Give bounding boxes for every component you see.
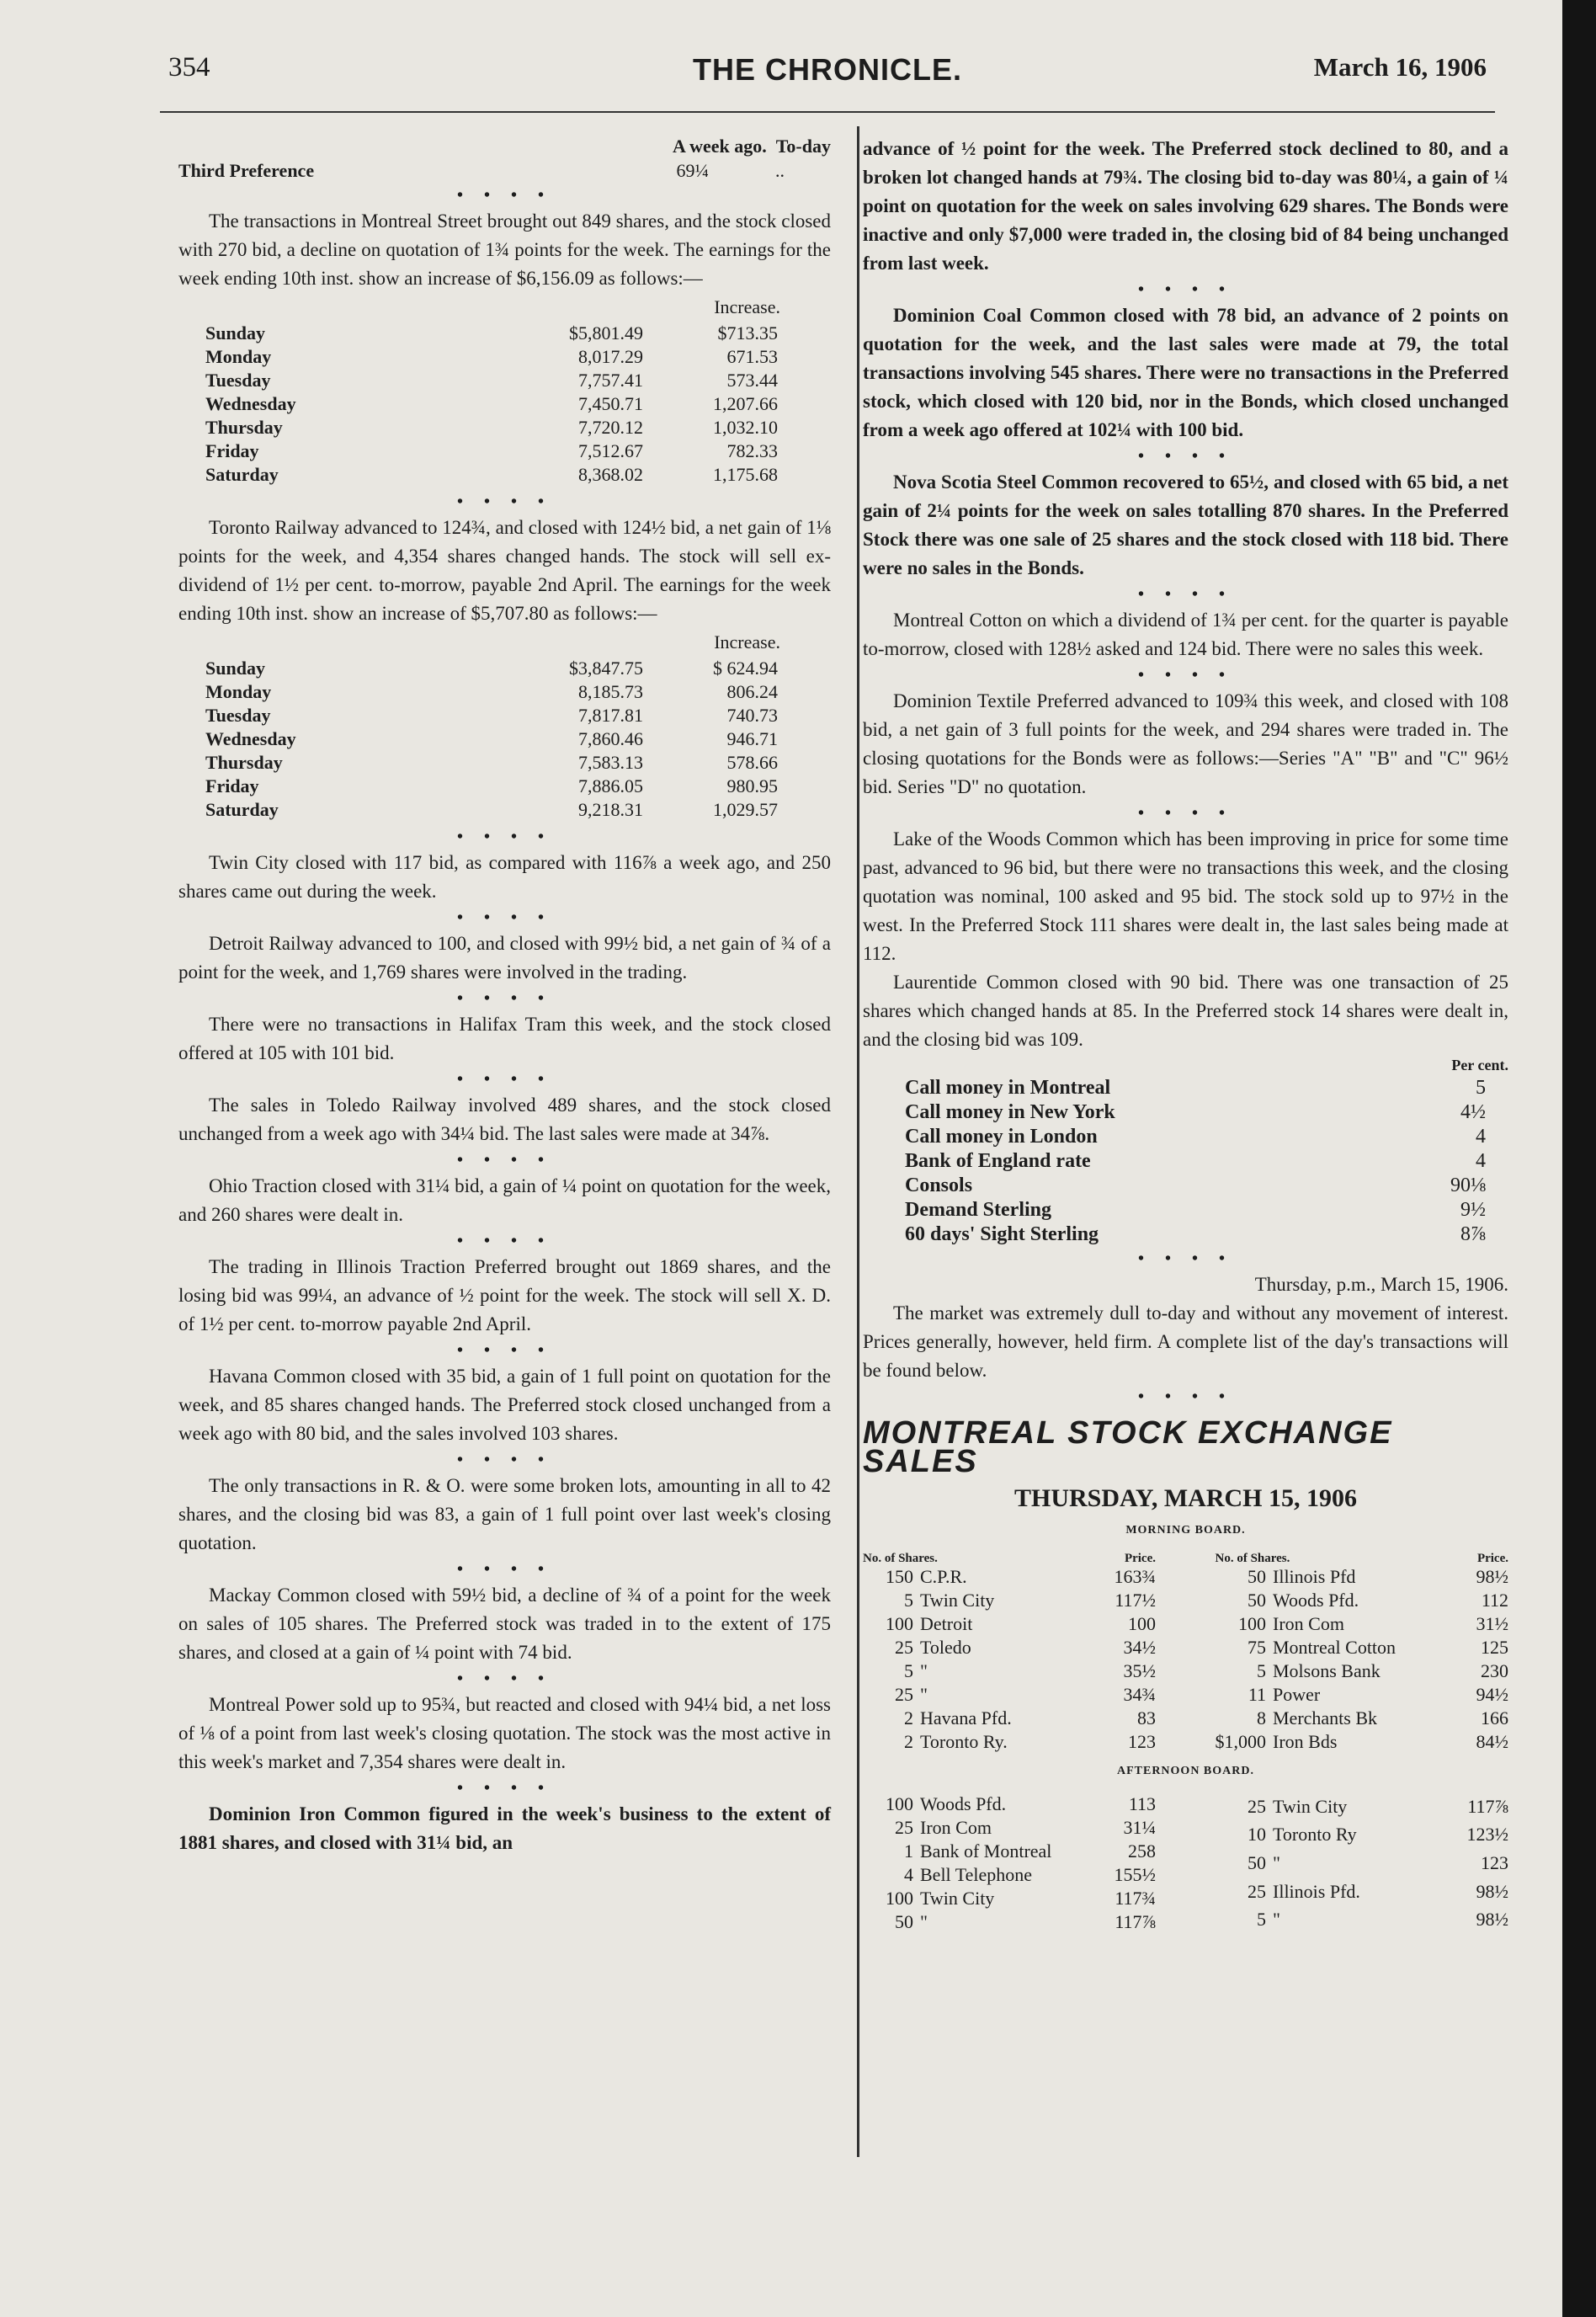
sales-row xyxy=(1216,1905,1508,1934)
scan-edge xyxy=(1562,0,1596,2317)
earnings-day: Saturday xyxy=(205,799,279,820)
sales-shares: $1,000 xyxy=(1215,1731,1266,1752)
right-column xyxy=(863,135,1508,1934)
earnings-row xyxy=(205,392,778,416)
sales-row xyxy=(863,1730,1156,1754)
sales-shares: 100 xyxy=(886,1793,913,1814)
sales-price: 117⅞ xyxy=(1467,1795,1508,1817)
sales-shares: 25 xyxy=(895,1817,913,1838)
sales-stock-name: Havana Pfd. xyxy=(920,1707,1012,1728)
earnings-amount: 7,757.41 xyxy=(578,370,643,391)
rate-value: 8⅞ xyxy=(1460,1223,1486,1245)
sales-stock-name: Detroit xyxy=(920,1613,973,1634)
earnings-increase: 573.44 xyxy=(726,370,778,391)
sales-price: 94½ xyxy=(1476,1684,1508,1705)
earnings-increase: $713.35 xyxy=(717,322,778,344)
sales-row xyxy=(863,1887,1156,1910)
rate-value: 4 xyxy=(1476,1126,1486,1148)
sales-row xyxy=(863,1792,1156,1816)
paragraph-halifax: There were no transactions in Halifax Tram this week, and the stock closed offered at 105 with 101 bid. xyxy=(178,1014,831,1063)
sales-stock-name: Woods Pfd. xyxy=(920,1793,1007,1814)
sales-price: 113 xyxy=(1128,1793,1156,1814)
paragraph-toledo: The sales in Toledo Railway involved 489 shares, and the stock closed unchanged from a week ago with 34¼ bid. The last sales were made at 34⅞. xyxy=(178,1095,831,1144)
sales-stock-name: Iron Bds xyxy=(1273,1731,1338,1752)
sales-row xyxy=(863,1612,1156,1636)
sales-shares: 2 xyxy=(904,1731,913,1752)
sales-row xyxy=(1216,1659,1509,1683)
earnings-increase: 1,207.66 xyxy=(713,393,778,414)
section-separator: • • • • xyxy=(456,1151,552,1169)
earnings-day: Tuesday xyxy=(205,705,271,726)
increase-heading: Increase. xyxy=(714,296,780,317)
sales-price: 35½ xyxy=(1123,1660,1156,1681)
earnings-row xyxy=(205,657,778,680)
sales-shares: 100 xyxy=(886,1888,913,1909)
earnings-increase: 980.95 xyxy=(726,775,778,796)
rate-row xyxy=(905,1100,1486,1125)
paragraph-dominion-iron-continued: advance of ½ point for the week. The Preferred stock declined to 80, and a broken lot changed hands at 79¾. The closing bid to-day was 80¼, a gain of ¼ point on quotation for the week on sales involving 629 shares. The Bonds were inactive and only $7,000 were traded in, the closing bid of 84 being unchanged from last week. xyxy=(863,138,1508,274)
sales-price: 98½ xyxy=(1476,1566,1508,1587)
sales-stock-name: Montreal Cotton xyxy=(1273,1637,1396,1658)
section-separator: • • • • xyxy=(1137,804,1233,823)
earnings-amount: 7,512.67 xyxy=(578,440,643,461)
section-separator: • • • • xyxy=(456,1779,552,1798)
page-number: 354 xyxy=(168,52,210,83)
earnings-amount: 8,368.02 xyxy=(578,464,643,485)
earnings-day: Tuesday xyxy=(205,370,271,391)
paragraph-toronto-railway: Toronto Railway advanced to 124¾, and closed with 124½ bid, a net gain of 1⅛ points for the week, and 4,354 shares changed hands. The stock will sell ex-dividend of 1½ per cent. to-morrow, payable 2nd April. The earnings for the week ending 10th inst. show an increase of $5,707.80 as follows:— xyxy=(178,517,831,624)
sales-row xyxy=(863,1910,1156,1934)
sales-row xyxy=(863,1816,1156,1840)
sales-shares: 25 xyxy=(1248,1880,1266,1902)
rate-label: Call money in New York xyxy=(905,1101,1115,1123)
earnings-increase: 806.24 xyxy=(726,681,778,702)
paragraph-laurentide: Laurentide Common closed with 90 bid. There was one transaction of 25 shares which changed hands at 85. In the Preferred stock 14 shares were dealt in, and the closing bid was 109. xyxy=(863,972,1508,1050)
earnings-day: Sunday xyxy=(205,322,265,344)
earnings-day: Friday xyxy=(205,440,259,461)
sales-row xyxy=(863,1683,1156,1707)
paragraph-montreal-power: Montreal Power sold up to 95¾, but reacted and closed with 94¼ bid, a net loss of ⅛ of a point from last week's closing quotation. The stock was the most active in this week's market and 7,354 shares were dealt in. xyxy=(178,1694,831,1772)
sales-shares: 50 xyxy=(1248,1566,1266,1587)
earnings-amount: 7,583.13 xyxy=(578,752,643,773)
earnings-increase: 671.53 xyxy=(726,346,778,367)
earnings-amount: $3,847.75 xyxy=(569,658,643,679)
earnings-increase: 782.33 xyxy=(726,440,778,461)
earnings-amount: 7,720.12 xyxy=(578,417,643,438)
sales-stock-name: Bank of Montreal xyxy=(920,1840,1052,1862)
section-separator: • • • • xyxy=(1137,280,1233,299)
sales-price: 31¼ xyxy=(1123,1817,1156,1838)
sales-stock-name: " xyxy=(1273,1851,1280,1873)
earnings-amount: 9,218.31 xyxy=(578,799,643,820)
sales-price: 112 xyxy=(1481,1590,1508,1611)
sales-shares: 25 xyxy=(1248,1795,1266,1817)
paragraph-ohio: Ohio Traction closed with 31¼ bid, a gain of ¼ point on quotation for the week, and 260 shares were dealt in. xyxy=(178,1175,831,1225)
earnings-increase: 946.71 xyxy=(726,728,778,749)
section-separator: • • • • xyxy=(1137,1388,1233,1406)
sales-shares: 25 xyxy=(895,1684,913,1705)
section-separator: • • • • xyxy=(456,1560,552,1579)
earnings-row xyxy=(205,798,778,822)
sales-subtitle: THURSDAY, MARCH 15, 1906 xyxy=(1014,1484,1357,1512)
sales-price: 117⅞ xyxy=(1115,1911,1156,1932)
sales-row xyxy=(863,1863,1156,1887)
sales-shares: 75 xyxy=(1248,1637,1266,1658)
sales-price: 100 xyxy=(1128,1613,1156,1634)
paragraph-detroit: Detroit Railway advanced to 100, and closed with 99½ bid, a net gain of ¾ of a point for the week, and 1,769 shares were involved in the trading. xyxy=(178,933,831,983)
rate-label: Call money in London xyxy=(905,1126,1098,1148)
sales-stock-name: Illinois Pfd. xyxy=(1273,1880,1360,1902)
sales-price: 155½ xyxy=(1114,1864,1156,1885)
rate-value: 4½ xyxy=(1460,1101,1486,1123)
sales-shares: 8 xyxy=(1257,1707,1266,1728)
morning-board-heading: MORNING BOARD. xyxy=(1125,1524,1246,1537)
sales-stock-name: C.P.R. xyxy=(920,1566,967,1587)
sales-row xyxy=(1216,1565,1509,1589)
earnings-amount: 8,017.29 xyxy=(578,346,643,367)
third-pref-today: .. xyxy=(775,160,785,181)
paragraph-twin-city: Twin City closed with 117 bid, as compared with 116⅞ a week ago, and 250 shares came out during the week. xyxy=(178,852,831,902)
dateline: Thursday, p.m., March 15, 1906. xyxy=(1254,1274,1508,1295)
rate-row xyxy=(905,1174,1486,1198)
paragraph-mackay: Mackay Common closed with 59½ bid, a decline of ¾ of a point for the week on sales of 105 shares. The Preferred stock was traded in to the extent of 175 shares, and closed at a gain of ¼ point with 74 bid. xyxy=(178,1585,831,1663)
section-separator: • • • • xyxy=(456,1232,552,1250)
paragraph-dominion-textile: Dominion Textile Preferred advanced to 109¾ this week, and closed with 108 bid, a net gain of 3 full points for the week, and 294 shares were traded in. The closing quotations for the Bonds were as follows:—Series "A" "B" and "C" 96½ bid. Series "D" no quotation. xyxy=(863,690,1508,797)
sales-shares: 100 xyxy=(1238,1613,1266,1634)
earnings-row xyxy=(205,439,778,463)
paragraph-montreal-street: The transactions in Montreal Street brought out 849 shares, and the stock closed with 270 bid, a decline on quotation of 1¾ points for the week. The earnings for the week ending 10th inst. show an increase of $6,156.09 as follows:— xyxy=(178,210,831,289)
sales-shares: 50 xyxy=(1248,1590,1266,1611)
earnings-day: Wednesday xyxy=(205,393,296,414)
morning-sales-grid xyxy=(863,1552,1508,1754)
sales-shares: 150 xyxy=(886,1566,913,1587)
sales-price: 34¾ xyxy=(1123,1684,1156,1705)
section-separator: • • • • xyxy=(1137,585,1233,604)
sales-shares: 25 xyxy=(895,1637,913,1658)
afternoon-sales-right xyxy=(1216,1792,1508,1934)
section-separator: • • • • xyxy=(456,493,552,511)
sales-stock-name: " xyxy=(920,1660,928,1681)
sales-row xyxy=(863,1840,1156,1863)
earnings-day: Thursday xyxy=(205,417,283,438)
section-separator: • • • • xyxy=(456,186,552,205)
earnings-row xyxy=(205,680,778,704)
paragraph-dominion-iron: Dominion Iron Common figured in the week's business to the extent of 1881 shares, and closed with 31¼ bid, an xyxy=(178,1803,831,1853)
sales-row xyxy=(1216,1849,1508,1878)
rate-value: 5 xyxy=(1476,1077,1486,1099)
paragraph-market-summary: The market was extremely dull to-day and without any movement of interest. Prices generally, however, held firm. A complete list of the day's transactions will be found below. xyxy=(863,1302,1508,1381)
sales-stock-name: Toronto Ry. xyxy=(920,1731,1008,1752)
earnings-amount: 7,450.71 xyxy=(578,393,643,414)
paragraph-r-and-o: The only transactions in R. & O. were some broken lots, amounting in all to 42 shares, and the closing bid was 83, a gain of 1 full point over last week's closing quotation. xyxy=(178,1475,831,1553)
sales-shares: 50 xyxy=(895,1911,913,1932)
issue-date: March 16, 1906 xyxy=(1313,52,1487,82)
sales-shares: 5 xyxy=(1257,1660,1266,1681)
rate-row xyxy=(905,1125,1486,1149)
rate-row xyxy=(905,1198,1486,1222)
rate-row xyxy=(905,1149,1486,1174)
earnings-day: Monday xyxy=(205,346,272,367)
earnings-row xyxy=(205,751,778,775)
sales-price: 163¾ xyxy=(1114,1566,1156,1587)
sales-row xyxy=(863,1636,1156,1659)
earnings-amount: 7,860.46 xyxy=(578,728,643,749)
earnings-increase: $ 624.94 xyxy=(713,658,778,679)
earnings-amount: 8,185.73 xyxy=(578,681,643,702)
afternoon-sales-grid xyxy=(863,1792,1508,1934)
earnings-day: Wednesday xyxy=(205,728,296,749)
sales-shares: 11 xyxy=(1248,1684,1266,1705)
rate-label: 60 days' Sight Sterling xyxy=(905,1223,1099,1245)
sales-price: 34½ xyxy=(1123,1637,1156,1658)
sales-shares: 4 xyxy=(904,1864,913,1885)
sales-row xyxy=(1216,1730,1509,1754)
rate-label: Bank of England rate xyxy=(905,1150,1091,1172)
earnings-day: Sunday xyxy=(205,658,265,679)
sales-row xyxy=(1216,1612,1509,1636)
earnings-row xyxy=(205,727,778,751)
earnings-increase: 578.66 xyxy=(726,752,778,773)
rate-value: 90⅛ xyxy=(1450,1174,1486,1196)
earnings-table-toronto-railway xyxy=(205,657,778,822)
earnings-row xyxy=(205,463,778,487)
publication-title: THE CHRONICLE. xyxy=(693,52,962,87)
sales-row xyxy=(863,1589,1156,1612)
paragraph-nova-scotia-steel: Nova Scotia Steel Common recovered to 65½, and closed with 65 bid, a net gain of 2¼ points for the week on sales totalling 870 shares. In the Preferred Stock there was one sale of 25 shares and the stock closed with 118 bid. There were no sales in the Bonds. xyxy=(863,471,1508,578)
rate-value: 4 xyxy=(1476,1150,1486,1172)
section-separator: • • • • xyxy=(456,1341,552,1360)
sales-stock-name: Bell Telephone xyxy=(920,1864,1033,1885)
sales-shares: 5 xyxy=(904,1590,913,1611)
sales-shares: 5 xyxy=(904,1660,913,1681)
price-col-header: Price. xyxy=(1476,1552,1508,1565)
paragraph-havana: Havana Common closed with 35 bid, a gain of 1 full point on quotation for the week, and 85 shares changed hands. The Preferred stock closed unchanged from a week ago with 80 bid, and the sales involved 103 shares. xyxy=(178,1366,831,1444)
sales-row xyxy=(1216,1636,1509,1659)
sales-row xyxy=(1216,1683,1509,1707)
sales-row xyxy=(863,1565,1156,1589)
sales-price: 117½ xyxy=(1115,1590,1156,1611)
earnings-row xyxy=(205,416,778,439)
rate-label: Demand Sterling xyxy=(905,1199,1051,1221)
sales-stock-name: Illinois Pfd xyxy=(1273,1566,1356,1587)
rate-label: Call money in Montreal xyxy=(905,1077,1111,1099)
earnings-amount: $5,801.49 xyxy=(569,322,643,344)
section-separator: • • • • xyxy=(1137,1249,1233,1268)
sales-row xyxy=(863,1659,1156,1683)
earnings-amount: 7,886.05 xyxy=(578,775,643,796)
morning-sales-right xyxy=(1216,1552,1509,1754)
sales-row xyxy=(863,1707,1156,1730)
sales-row xyxy=(1216,1589,1509,1612)
page-header xyxy=(168,52,1487,94)
sales-stock-name: Twin City xyxy=(1273,1795,1348,1817)
sales-stock-name: Molsons Bank xyxy=(1273,1660,1381,1681)
header-rule xyxy=(160,111,1495,113)
sales-price: 258 xyxy=(1128,1840,1156,1862)
earnings-row xyxy=(205,345,778,369)
paragraph-illinois: The trading in Illinois Traction Preferred brought out 1869 shares, and the losing bid was 99¼, an advance of ½ point for the week. The stock will sell X. D. of 1½ per cent. to-morrow payable 2nd April. xyxy=(178,1256,831,1334)
sales-stock-name: Iron Com xyxy=(920,1817,992,1838)
sales-stock-name: Power xyxy=(1273,1684,1321,1705)
sales-price: 98½ xyxy=(1476,1909,1508,1931)
rate-row xyxy=(905,1222,1486,1247)
earnings-increase: 1,175.68 xyxy=(713,464,778,485)
column-divider xyxy=(857,126,859,2157)
per-cent-heading: Per cent. xyxy=(1451,1057,1508,1073)
sales-shares: 1 xyxy=(904,1840,913,1862)
earnings-day: Saturday xyxy=(205,464,279,485)
rate-label: Consols xyxy=(905,1174,973,1196)
section-separator: • • • • xyxy=(456,1070,552,1089)
sales-shares: 10 xyxy=(1248,1824,1266,1846)
sales-stock-name: " xyxy=(920,1911,928,1932)
section-separator: • • • • xyxy=(1137,666,1233,684)
afternoon-sales-left xyxy=(863,1792,1156,1934)
sales-row xyxy=(1216,1821,1508,1850)
sales-shares: 50 xyxy=(1248,1851,1266,1873)
section-separator: • • • • xyxy=(456,1451,552,1469)
sales-price: 125 xyxy=(1481,1637,1508,1658)
sales-stock-name: " xyxy=(1273,1909,1280,1931)
sales-price: 83 xyxy=(1137,1707,1156,1728)
third-pref-value: 69¼ xyxy=(676,160,709,181)
earnings-day: Monday xyxy=(205,681,272,702)
earnings-amount: 7,817.81 xyxy=(578,705,643,726)
rate-value: 9½ xyxy=(1460,1199,1486,1221)
sales-shares: 5 xyxy=(1257,1909,1266,1931)
earnings-row xyxy=(205,704,778,727)
section-separator: • • • • xyxy=(456,989,552,1008)
shares-col-header: No. of Shares. xyxy=(863,1552,938,1565)
sales-stock-name: Twin City xyxy=(920,1590,995,1611)
earnings-row xyxy=(205,775,778,798)
sales-row xyxy=(1216,1707,1509,1730)
sales-price: 31½ xyxy=(1476,1613,1508,1634)
section-separator: • • • • xyxy=(1137,447,1233,466)
shares-col-header: No. of Shares. xyxy=(1215,1552,1290,1565)
earnings-row xyxy=(205,322,778,345)
earnings-table-montreal-street xyxy=(205,322,778,487)
sales-shares: 100 xyxy=(886,1613,913,1634)
section-separator: • • • • xyxy=(456,1670,552,1688)
sales-price: 123 xyxy=(1128,1731,1156,1752)
sales-price: 123 xyxy=(1481,1851,1508,1873)
today-heading: To-day xyxy=(775,136,831,157)
price-col-header: Price. xyxy=(1124,1552,1156,1565)
sales-price: 166 xyxy=(1481,1707,1508,1728)
sales-stock-name: Toledo xyxy=(920,1637,971,1658)
earnings-row xyxy=(205,369,778,392)
sales-price: 84½ xyxy=(1476,1731,1508,1752)
earnings-day: Friday xyxy=(205,775,259,796)
week-ago-heading: A week ago. xyxy=(672,136,767,157)
sales-row xyxy=(1216,1878,1508,1906)
rate-row xyxy=(905,1076,1486,1100)
earnings-increase: 1,032.10 xyxy=(713,417,778,438)
sales-shares: 2 xyxy=(904,1707,913,1728)
third-pref-label: Third Preference xyxy=(178,160,315,181)
afternoon-board-heading: AFTERNOON BOARD. xyxy=(1116,1765,1254,1777)
left-column xyxy=(178,135,831,1857)
sales-price: 230 xyxy=(1481,1660,1508,1681)
third-pref-head xyxy=(178,135,831,158)
sales-stock-name: " xyxy=(920,1684,928,1705)
section-separator: • • • • xyxy=(456,908,552,927)
sales-stock-name: Toronto Ry xyxy=(1273,1824,1357,1846)
sales-stock-name: Twin City xyxy=(920,1888,995,1909)
paragraph-dominion-coal: Dominion Coal Common closed with 78 bid, an advance of 2 points on quotation for the week, and the last sales were made at 79, the total transactions involving 545 shares. There were no transactions in the Preferred stock, which closed with 120 bid, nor in the Bonds, which closed unchanged from a week ago offered at 102¼ with 100 bid. xyxy=(863,305,1508,440)
increase-heading: Increase. xyxy=(714,631,780,652)
sales-price: 98½ xyxy=(1476,1880,1508,1902)
third-pref-row xyxy=(178,158,831,184)
section-separator: • • • • xyxy=(456,828,552,846)
morning-sales-left xyxy=(863,1552,1156,1754)
sales-price: 117¾ xyxy=(1115,1888,1156,1909)
earnings-increase: 1,029.57 xyxy=(713,799,778,820)
earnings-increase: 740.73 xyxy=(726,705,778,726)
sales-stock-name: Woods Pfd. xyxy=(1273,1590,1359,1611)
sales-row xyxy=(1216,1792,1508,1821)
sales-stock-name: Iron Com xyxy=(1273,1613,1344,1634)
paragraph-lake-of-the-woods: Lake of the Woods Common which has been improving in price for some time past, advanced to 96 bid, but there were no transactions this week, and the closing quotation was nominal, 100 asked and 95 bid. The stock sold up to 97½ in the west. In the Preferred Stock 111 shares were dealt in, the last sales being made at 112. xyxy=(863,828,1508,964)
sales-banner: MONTREAL STOCK EXCHANGE SALES xyxy=(863,1415,1393,1479)
earnings-day: Thursday xyxy=(205,752,283,773)
paragraph-montreal-cotton: Montreal Cotton on which a dividend of 1¾ per cent. for the quarter is payable to-morrow, closed with 128½ asked and 124 bid. There were no sales this week. xyxy=(863,610,1508,659)
money-rates-table xyxy=(905,1076,1486,1247)
sales-stock-name: Merchants Bk xyxy=(1273,1707,1378,1728)
sales-price: 123½ xyxy=(1466,1824,1508,1846)
